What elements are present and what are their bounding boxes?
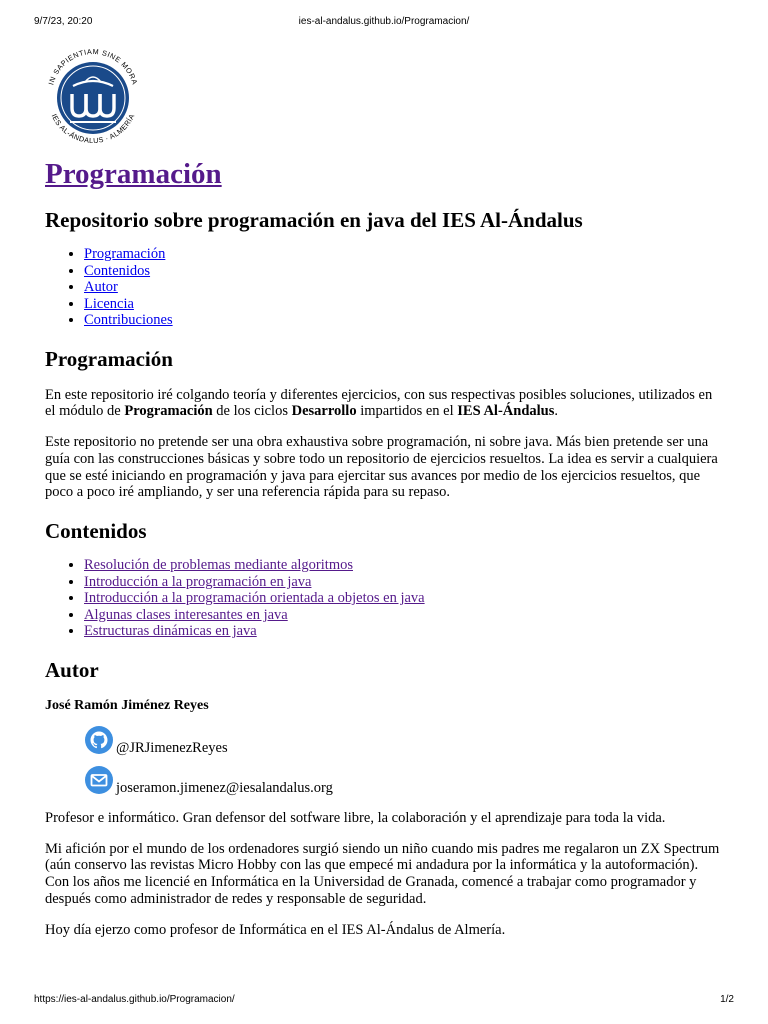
text-run: En este repositorio iré colgando teoría y diferentes ejercicios, con sus respectivas posibles soluciones, utilizados en el módulo de bbox=[45, 386, 713, 420]
bold-programacion: Programación bbox=[124, 403, 213, 420]
ies-al-andalus-logo bbox=[40, 42, 146, 148]
toc-item bbox=[84, 279, 725, 296]
bold-ies: IES Al-Ándalus bbox=[457, 403, 555, 420]
svg-text:IES AL-ÁNDALUS · ALMERÍA: IES AL-ÁNDALUS · ALMERÍA bbox=[49, 112, 137, 146]
list-item bbox=[84, 590, 725, 607]
toc-item bbox=[84, 246, 725, 263]
tagline: Repositorio sobre programación en java del IES Al-Ándalus bbox=[45, 208, 583, 232]
heading-contenidos: Contenidos bbox=[45, 519, 147, 544]
table-of-contents bbox=[45, 246, 725, 329]
heading-programacion: Programación bbox=[45, 346, 173, 371]
print-header bbox=[0, 16, 768, 30]
print-page-number: 1/2 bbox=[720, 994, 734, 1005]
toc-link-autor[interactable]: Autor bbox=[84, 279, 118, 295]
author-name: José Ramón Jiménez Reyes bbox=[45, 697, 209, 713]
text-run: de los ciclos bbox=[212, 403, 292, 420]
toc-link-contenidos[interactable]: Contenidos bbox=[84, 262, 151, 279]
list-item bbox=[84, 574, 725, 591]
email-address[interactable]: joseramon.jimenez@iesalandalus.org bbox=[116, 779, 333, 796]
github-contact[interactable] bbox=[85, 726, 725, 756]
email-icon[interactable] bbox=[85, 766, 113, 794]
print-footer bbox=[0, 994, 768, 1008]
print-page-title: ies-al-andalus.github.io/Programacion/ bbox=[298, 16, 470, 27]
print-url: https://ies-al-andalus.github.io/Programacion/ bbox=[34, 994, 235, 1005]
contents-list bbox=[45, 557, 725, 640]
contents-link-estructuras[interactable]: Estructuras dinámicas en java bbox=[84, 623, 257, 640]
contents-link-algoritmos[interactable]: Resolución de problemas mediante algoritmos bbox=[84, 557, 353, 574]
bold-desarrollo: Desarrollo bbox=[291, 403, 357, 420]
autor-paragraph-3: Hoy día ejerzo como profesor de Informática en el IES Al-Ándalus de Almería. bbox=[45, 921, 506, 938]
email-contact[interactable] bbox=[85, 766, 725, 796]
programacion-paragraph-1 bbox=[45, 387, 725, 421]
toc-item bbox=[84, 312, 725, 329]
svg-text:IN SAPIENTIAM SINE MORA: IN SAPIENTIAM SINE MORA bbox=[46, 46, 140, 86]
site-title-link[interactable]: Programación bbox=[45, 158, 222, 190]
site-title bbox=[45, 156, 725, 192]
autor-paragraph-2: Mi afición por el mundo de los ordenadores surgió siendo un niño cuando mis padres me regalaron un ZX Spectrum (aún conservo las revistas Micro Hobby con las que empecé mi andadura por la informática y la autoformación). Con los años me licencié en Informática en la Universidad de Granada, comencé a trabajar como programador y después como administrador de redes y responsable de seguridad. bbox=[45, 840, 720, 907]
text-run: impartidos en el bbox=[356, 403, 458, 420]
contents-link-intro-java[interactable]: Introducción a la programación en java bbox=[84, 573, 312, 590]
github-icon[interactable] bbox=[85, 726, 113, 754]
contents-link-clases[interactable]: Algunas clases interesantes en java bbox=[84, 606, 288, 623]
autor-paragraph-1: Profesor e informático. Gran defensor del sotfware libre, la colaboración y el aprendizaje para toda la vida. bbox=[45, 809, 666, 826]
page-content bbox=[45, 150, 725, 939]
list-item bbox=[84, 623, 725, 640]
toc-item bbox=[84, 296, 725, 313]
toc-item bbox=[84, 263, 725, 280]
list-item bbox=[84, 607, 725, 624]
heading-autor: Autor bbox=[45, 657, 99, 682]
text-run: . bbox=[554, 403, 558, 420]
toc-link-programacion[interactable]: Programación bbox=[84, 246, 166, 262]
print-datetime: 9/7/23, 20:20 bbox=[34, 16, 93, 27]
toc-link-contribuciones[interactable]: Contribuciones bbox=[84, 312, 173, 328]
list-item bbox=[84, 557, 725, 574]
programacion-paragraph-2: Este repositorio no pretende ser una obra exhaustiva sobre programación, ni sobre java. Más bien pretende ser una guía con las construcciones básicas y sobre todo un repositorio de ejercicios resueltos. La idea es servir a cualquiera que se esté iniciando en programación y java para ejercitar sus avances por medio de los ejercicios resueltos, que poco a poco iré ampliando, y ser una referencia rápida para su repaso. bbox=[45, 434, 718, 501]
contents-link-poo-java[interactable]: Introducción a la programación orientada a objetos en java bbox=[84, 590, 425, 607]
toc-link-licencia[interactable]: Licencia bbox=[84, 295, 134, 312]
github-handle[interactable]: @JRJimenezReyes bbox=[116, 739, 228, 756]
